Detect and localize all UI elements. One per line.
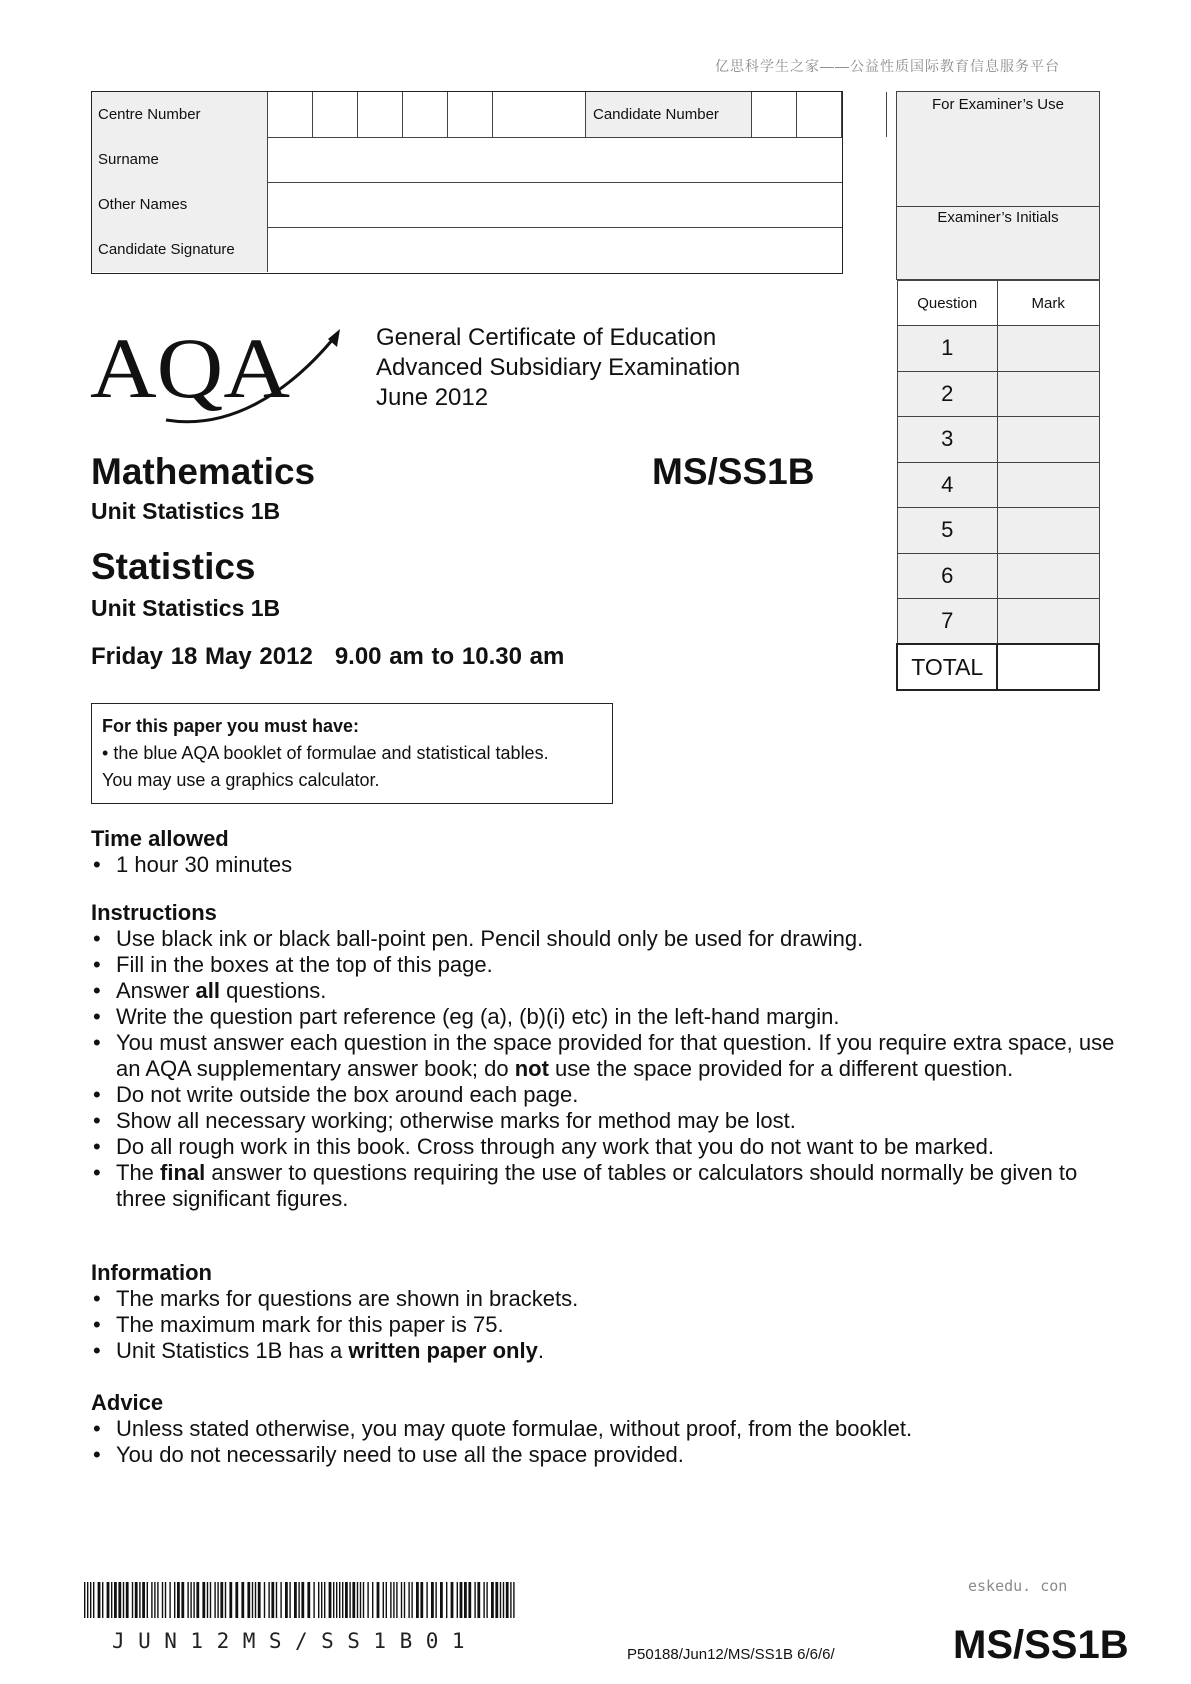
barcode-bar [321,1582,322,1618]
barcode-bar [123,1582,124,1618]
subject-title: Mathematics [91,451,316,492]
barcode-bar [289,1582,290,1618]
barcode-bar [329,1582,332,1618]
barcode-bar [102,1582,103,1618]
unit-title-2: Unit Statistics 1B [91,595,281,621]
barcode-bar [446,1582,447,1618]
barcode-bar [457,1582,458,1618]
exam-info-line-3: June 2012 [376,384,489,411]
table-row [897,508,1099,554]
barcode-bar [301,1582,304,1618]
barcode-bar [345,1582,348,1618]
barcode-bar [477,1582,480,1618]
information-section [91,1260,1131,1364]
centre-number-label: Centre Number [92,92,268,137]
list-item: • Answer all questions. [91,978,1131,1004]
surname-label: Surname [92,137,268,182]
aqa-logo-text: AQA [90,325,290,416]
barcode-bar [229,1582,232,1618]
question-column-header: Question [897,281,997,326]
other-names-label: Other Names [92,182,268,227]
centre-number-box-4[interactable] [403,92,448,137]
question-number: 1 [897,326,997,372]
barcode-bar [87,1582,88,1618]
mark-cell[interactable] [997,371,1099,417]
signature-label: Candidate Signature [92,227,268,272]
barcode-bar [393,1582,394,1618]
watermark-header: 亿思科学生之家——公益性质国际教育信息服务平台 [715,58,1060,74]
list-item: • The maximum mark for this paper is 75. [91,1312,1131,1338]
barcode-bar [107,1582,110,1618]
barcode-bar [318,1582,319,1618]
barcode-bar [165,1582,166,1618]
time-allowed-heading: Time allowed [91,826,229,851]
examiner-divider [897,206,1099,207]
question-number: 6 [897,553,997,599]
barcode-bar [210,1582,211,1618]
advice-section [91,1390,1131,1468]
barcode-bar [114,1582,117,1618]
barcode-bar [324,1582,325,1618]
barcode-bar [196,1582,199,1618]
barcode-bar [162,1582,163,1618]
exam-info-line-1: General Certificate of Education [376,324,717,351]
exam-time: 9.00 am to 10.30 am [334,643,565,670]
barcode-bar [126,1582,129,1618]
barcode-bar [276,1582,277,1618]
barcode-bar [84,1582,85,1618]
subject-title-2: Statistics [91,546,256,587]
table-row [897,417,1099,463]
mark-cell[interactable] [997,599,1099,645]
barcode-bar [491,1582,494,1618]
total-label: TOTAL [897,644,997,690]
barcode-bar [383,1582,384,1618]
advice-heading: Advice [91,1390,164,1415]
requirements-item: • the blue AQA booklet of formulae and statistical tables. [102,743,549,763]
barcode-bar [363,1582,364,1618]
question-number: 3 [897,417,997,463]
barcode-bar [93,1582,94,1618]
question-number: 5 [897,508,997,554]
barcode-bar [386,1582,387,1618]
other-names-row [92,182,842,228]
barcode-bar [235,1582,238,1618]
barcode-bar [271,1582,274,1618]
barcode-bar [435,1582,436,1618]
watermark-footer: eskedu. con [968,1577,1068,1595]
marks-table [896,280,1100,691]
instructions-section [91,900,1131,1212]
requirements-note: You may use a graphics calculator. [102,770,380,790]
list-item: • 1 hour 30 minutes [91,852,1131,878]
barcode-bar [132,1582,133,1618]
barcode-bar [500,1582,501,1618]
barcode-bar [214,1582,215,1618]
barcode-bar [217,1582,218,1618]
mark-cell[interactable] [997,326,1099,372]
list-item: • Do all rough work in this book. Cross through any work that you do not want to be marked. [91,1134,1131,1160]
examiner-panel [896,91,1100,691]
barcode-bar [352,1582,355,1618]
barcode-bar [342,1582,343,1618]
list-item: • Unit Statistics 1B has a written paper only. [91,1338,1131,1364]
barcode-bar [252,1582,253,1618]
barcode-bar [313,1582,314,1618]
barcode-bar [181,1582,184,1618]
barcode-bar [390,1582,391,1618]
barcode-bar [280,1582,281,1618]
barcode-bar [486,1582,487,1618]
signature-field[interactable] [268,227,842,272]
barcode-text: JUN12MS/SS1B01 [112,1629,479,1653]
barcode-bar [202,1582,205,1618]
candidate-number-box-1[interactable] [752,92,797,137]
barcode-bar [426,1582,427,1618]
exam-date: Friday 18 May 2012 [91,643,313,670]
barcode-bar [157,1582,158,1618]
barcode-bar [247,1582,250,1618]
marks-table-header [897,281,1099,326]
candidate-number-box-3[interactable] [842,92,887,137]
exam-info [376,323,740,413]
list-item: • Show all necessary working; otherwise marks for method may be lost. [91,1108,1131,1134]
list-item: • The marks for questions are shown in brackets. [91,1286,1131,1312]
barcode-bar [139,1582,140,1618]
barcode [84,1582,517,1618]
candidate-number-box-2[interactable] [797,92,842,137]
footer-reference: P50188/Jun12/MS/SS1B 6/6/6/ [627,1646,835,1663]
barcode-bar [258,1582,261,1618]
barcode-bar [177,1582,180,1618]
barcode-bar [372,1582,373,1618]
barcode-bar [474,1582,475,1618]
surname-field[interactable] [268,137,842,182]
mark-column-header: Mark [997,281,1099,326]
barcode-bar [268,1582,269,1618]
barcode-bar [187,1582,188,1618]
barcode-bar [151,1582,152,1618]
barcode-bar [503,1582,504,1618]
barcode-bar [190,1582,191,1618]
barcode-bar [285,1582,288,1618]
requirements-heading: For this paper you must have: [102,716,360,736]
barcode-bar [483,1582,484,1618]
total-row [897,644,1099,690]
barcode-bar [307,1582,310,1618]
barcode-bar [510,1582,511,1618]
barcode-bar [220,1582,223,1618]
paper-code: MS/SS1B [652,451,815,492]
aqa-logo [88,325,348,425]
question-number: 2 [897,371,997,417]
other-names-field[interactable] [268,182,842,227]
barcode-bar [460,1582,463,1618]
list-item: • Fill in the boxes at the top of this page. [91,952,1131,978]
barcode-bar [357,1582,358,1618]
barcode-bar [408,1582,409,1618]
barcode-bar [468,1582,471,1618]
exam-date-time [91,643,564,671]
total-mark-cell[interactable] [997,644,1099,690]
barcode-bar [142,1582,145,1618]
barcode-bar [420,1582,423,1618]
candidate-details-box [91,91,843,274]
barcode-bar [135,1582,138,1618]
barcode-bar [241,1582,244,1618]
table-row [897,553,1099,599]
barcode-bar [154,1582,155,1618]
barcode-bar [333,1582,334,1618]
requirements-box [91,703,613,804]
barcode-bar [513,1582,514,1618]
barcode-bar [298,1582,299,1618]
barcode-bar [451,1582,454,1618]
list-item: • Do not write outside the box around each page. [91,1082,1131,1108]
barcode-bar [440,1582,443,1618]
centre-number-box-2[interactable] [313,92,358,137]
barcode-bar [111,1582,112,1618]
barcode-bar [495,1582,498,1618]
barcode-bar [264,1582,265,1618]
table-row [897,599,1099,645]
mark-cell[interactable] [997,553,1099,599]
information-heading: Information [91,1260,212,1285]
surname-row [92,137,842,183]
barcode-bar [225,1582,226,1618]
centre-number-box-6[interactable] [493,92,586,137]
footer-paper-code: MS/SS1B [953,1623,1129,1667]
mark-cell[interactable] [997,508,1099,554]
unit-title-1: Unit Statistics 1B [91,498,281,524]
barcode-bar [147,1582,148,1618]
centre-number-row [92,92,842,138]
barcode-bar [396,1582,397,1618]
time-allowed-section [91,826,1131,878]
signature-row [92,227,842,272]
barcode-bar [294,1582,297,1618]
list-item: • You must answer each question in the space provided for that question. If you require extra space, use an AQA supplementary answer book; do not use the space provided for a different question. [91,1030,1131,1082]
barcode-bar [207,1582,208,1618]
list-item: • Unless stated otherwise, you may quote formulae, without proof, from the booklet. [91,1416,1131,1442]
instructions-heading: Instructions [91,900,217,925]
mark-cell[interactable] [997,462,1099,508]
examiner-use-box [896,91,1100,280]
barcode-bar [367,1582,368,1618]
bullet-icon: • [102,743,114,763]
question-number: 4 [897,462,997,508]
barcode-bar [255,1582,256,1618]
question-number: 7 [897,599,997,645]
barcode-bar [431,1582,434,1618]
barcode-bar [193,1582,194,1618]
barcode-bar [404,1582,405,1618]
candidate-number-label: Candidate Number [586,92,752,137]
table-row [897,462,1099,508]
barcode-bar [401,1582,402,1618]
table-row [897,326,1099,372]
barcode-bar [349,1582,350,1618]
barcode-bar [416,1582,419,1618]
list-item: • Write the question part reference (eg (a), (b)(i) etc) in the left-hand margin. [91,1004,1131,1030]
barcode-bar [464,1582,467,1618]
barcode-bar [169,1582,170,1618]
barcode-bar [90,1582,91,1618]
centre-number-box-1[interactable] [268,92,313,137]
barcode-bar [118,1582,121,1618]
barcode-bar [174,1582,175,1618]
barcode-bar [98,1582,101,1618]
centre-number-box-5[interactable] [448,92,493,137]
barcode-bar [506,1582,509,1618]
barcode-bar [411,1582,412,1618]
exam-info-line-2: Advanced Subsidiary Examination [376,354,741,381]
mark-cell[interactable] [997,417,1099,463]
list-item: • Use black ink or black ball-point pen. Pencil should only be used for drawing. [91,926,1131,952]
barcode-bar [360,1582,361,1618]
list-item: • The final answer to questions requiring the use of tables or calculators should normally be given to three significant figures. [91,1160,1131,1212]
table-row [897,371,1099,417]
centre-number-box-3[interactable] [358,92,403,137]
examiner-use-label: For Examiner’s Use [932,96,1064,113]
barcode-bar [336,1582,337,1618]
examiner-initials-label: Examiner’s Initials [937,209,1059,226]
list-item: • You do not necessarily need to use all the space provided. [91,1442,1131,1468]
barcode-bar [377,1582,380,1618]
barcode-bar [339,1582,340,1618]
